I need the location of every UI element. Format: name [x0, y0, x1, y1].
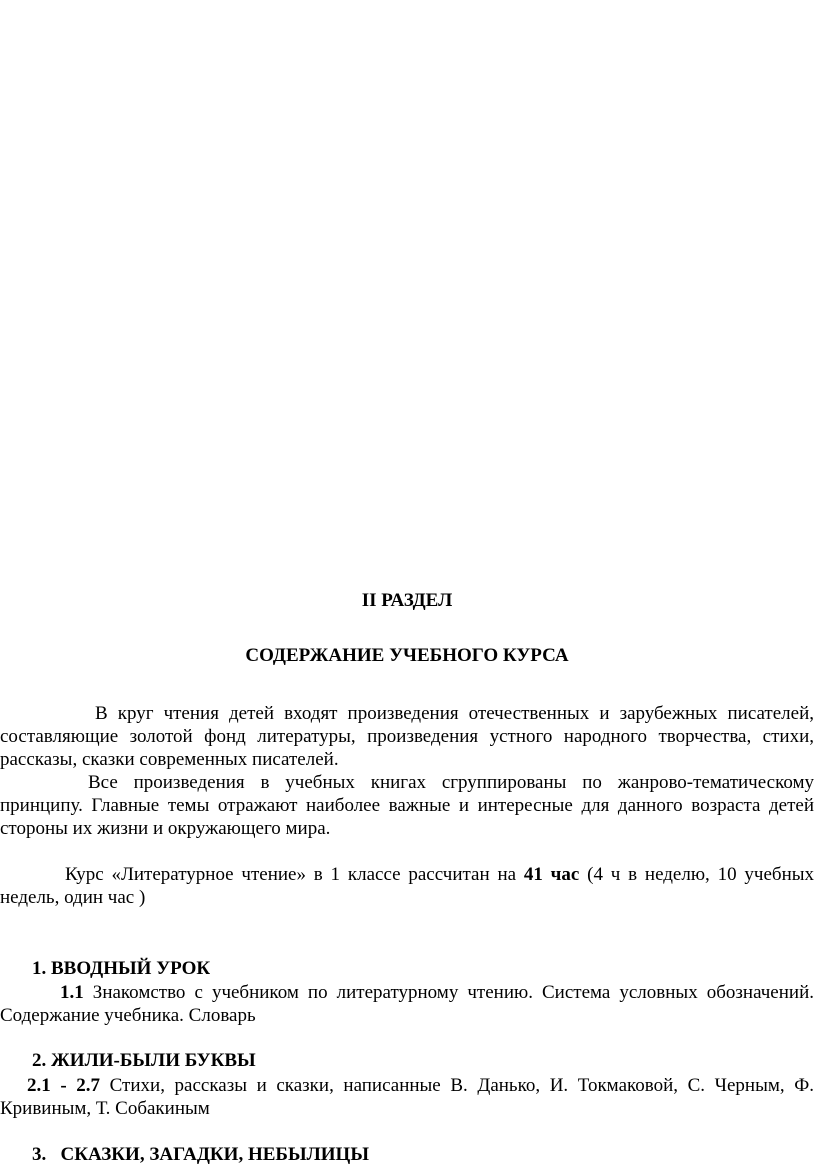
unit-2-heading: 2. ЖИЛИ-БЫЛИ БУКВЫ: [32, 1050, 256, 1071]
intro-paragraph-1: В круг чтения детей входят произведения отечественных и зарубежных писателей, составляющие золотой фонд литературы, произведения устного народного творчества, стихи, рассказы, сказки современных писателей.: [0, 703, 814, 770]
unit-2-body: [0, 1074, 814, 1120]
unit-1-code: 1.1: [60, 982, 84, 1003]
section-title: II РАЗДЕЛ: [361, 590, 453, 611]
hours-text-before: Курс «Литературное чтение» в 1 классе рассчитан на: [65, 864, 524, 885]
intro-paragraph-3: [0, 863, 814, 909]
unit-2-code: 2.1 - 2.7: [27, 1075, 101, 1096]
course-title: СОДЕРЖАНИЕ УЧЕБНОГО КУРСА: [245, 645, 569, 666]
unit-3-heading: 3. СКАЗКИ, ЗАГАДКИ, НЕБЫЛИЦЫ: [32, 1144, 369, 1165]
unit-2-text: Стихи, рассказы и сказки, написанные В. Данько, И. Токмаковой, С. Черным, Ф. Кривиным, Т. Собакиным: [0, 1075, 815, 1119]
hours-value: 41 час: [523, 864, 580, 885]
unit-1-body: [0, 981, 814, 1027]
unit-1-heading: 1. ВВОДНЫЙ УРОК: [32, 958, 211, 979]
hours-text-after: (4 ч в неделю, 10 учебных недель, один час ): [0, 864, 814, 908]
intro-paragraph-2: Все произведения в учебных книгах сгруппированы по жанрово-тематическому принципу. Главные темы отражают наиболее важные и интересные для данного возраста детей стороны их жизни и окружающего мира.: [0, 772, 814, 839]
unit-1-text: Знакомство с учебником по литературному чтению. Система условных обозначений. Содержание учебника. Словарь: [0, 982, 814, 1026]
